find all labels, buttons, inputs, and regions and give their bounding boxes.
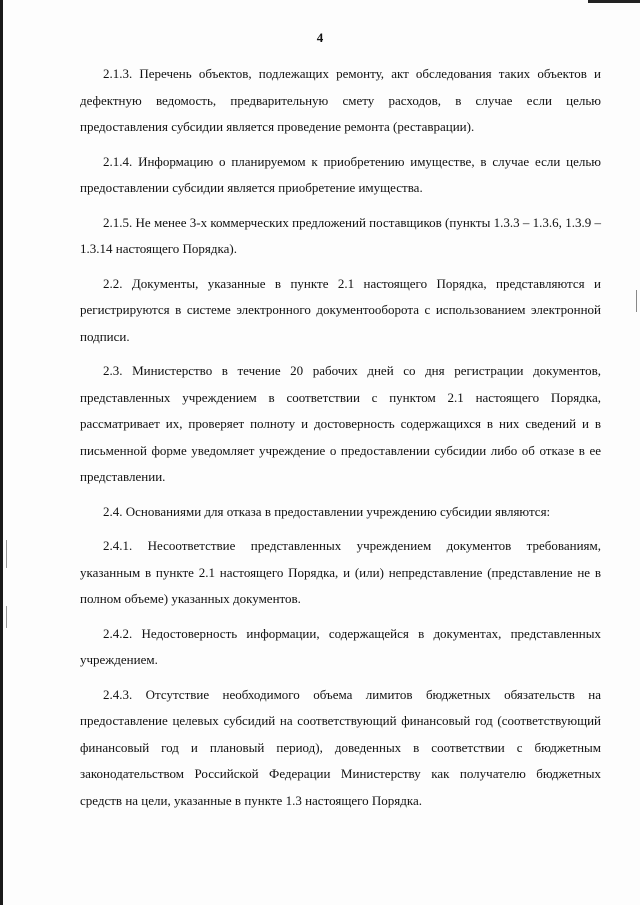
scan-left-edge: [0, 0, 3, 905]
page-number: 4: [316, 30, 324, 45]
document-body: [80, 61, 601, 814]
scan-artifact-mark: [6, 540, 7, 568]
paragraph-2-4-1: 2.4.1. Несоответствие представленных учреждением документов требованиям, указанным в пункте 2.1 настоящего Порядка, и (или) непредставление (представление не в полном объеме) указанных документов.: [80, 538, 601, 606]
scan-artifact-mark: [636, 290, 637, 312]
paragraph-2-1-5: 2.1.5. Не менее 3-х коммерческих предложений поставщиков (пункты 1.3.3 – 1.3.6, 1.3.9 – 1.3.14 настоящего Порядка).: [80, 214, 601, 256]
paragraph-2-1-3: 2.1.3. Перечень объектов, подлежащих ремонту, акт обследования таких объектов и дефектную ведомость, предварительную смету расходов, в случае если целью предоставления субсидии является проведение ремонта (реставрации).: [80, 66, 601, 134]
scan-top-edge: [588, 0, 640, 3]
paragraph-2-4-2: 2.4.2. Недостоверность информации, содержащейся в документах, представленных учреждением.: [80, 625, 601, 667]
paragraph-2-3: 2.3. Министерство в течение 20 рабочих дней со дня регистрации документов, представленных учреждением в соответствии с пунктом 2.1 настоящего Порядка, рассматривает их, проверяет полноту и достоверность содержащихся в них сведений и в письменной форме уведомляет учреждение о предоставлении субсидии либо об отказе в ее представлении.: [80, 363, 601, 484]
paragraph-2-4: 2.4. Основаниями для отказа в предоставлении учреждению субсидии являются:: [103, 503, 551, 519]
paragraph-2-2: 2.2. Документы, указанные в пункте 2.1 настоящего Порядка, представляются и регистрируются в системе электронного документооборота с использованием электронной подписи.: [80, 275, 601, 344]
paragraph-2-4-3: 2.4.3. Отсутствие необходимого объема лимитов бюджетных обязательств на предоставление целевых субсидий на соответствующий финансовый год (соответствующий финансовый год и плановый период), доведенных в соответствии с бюджетным законодательством Российской Федерации Министерству как получателю бюджетных средств на цели, указанные в пункте 1.3 настоящего Порядка.: [80, 686, 601, 808]
paragraph-2-1-4: 2.1.4. Информацию о планируемом к приобретению имуществе, в случае если целью предоставлении субсидии является приобретение имущества.: [80, 153, 601, 195]
scan-artifact-mark: [6, 606, 7, 628]
